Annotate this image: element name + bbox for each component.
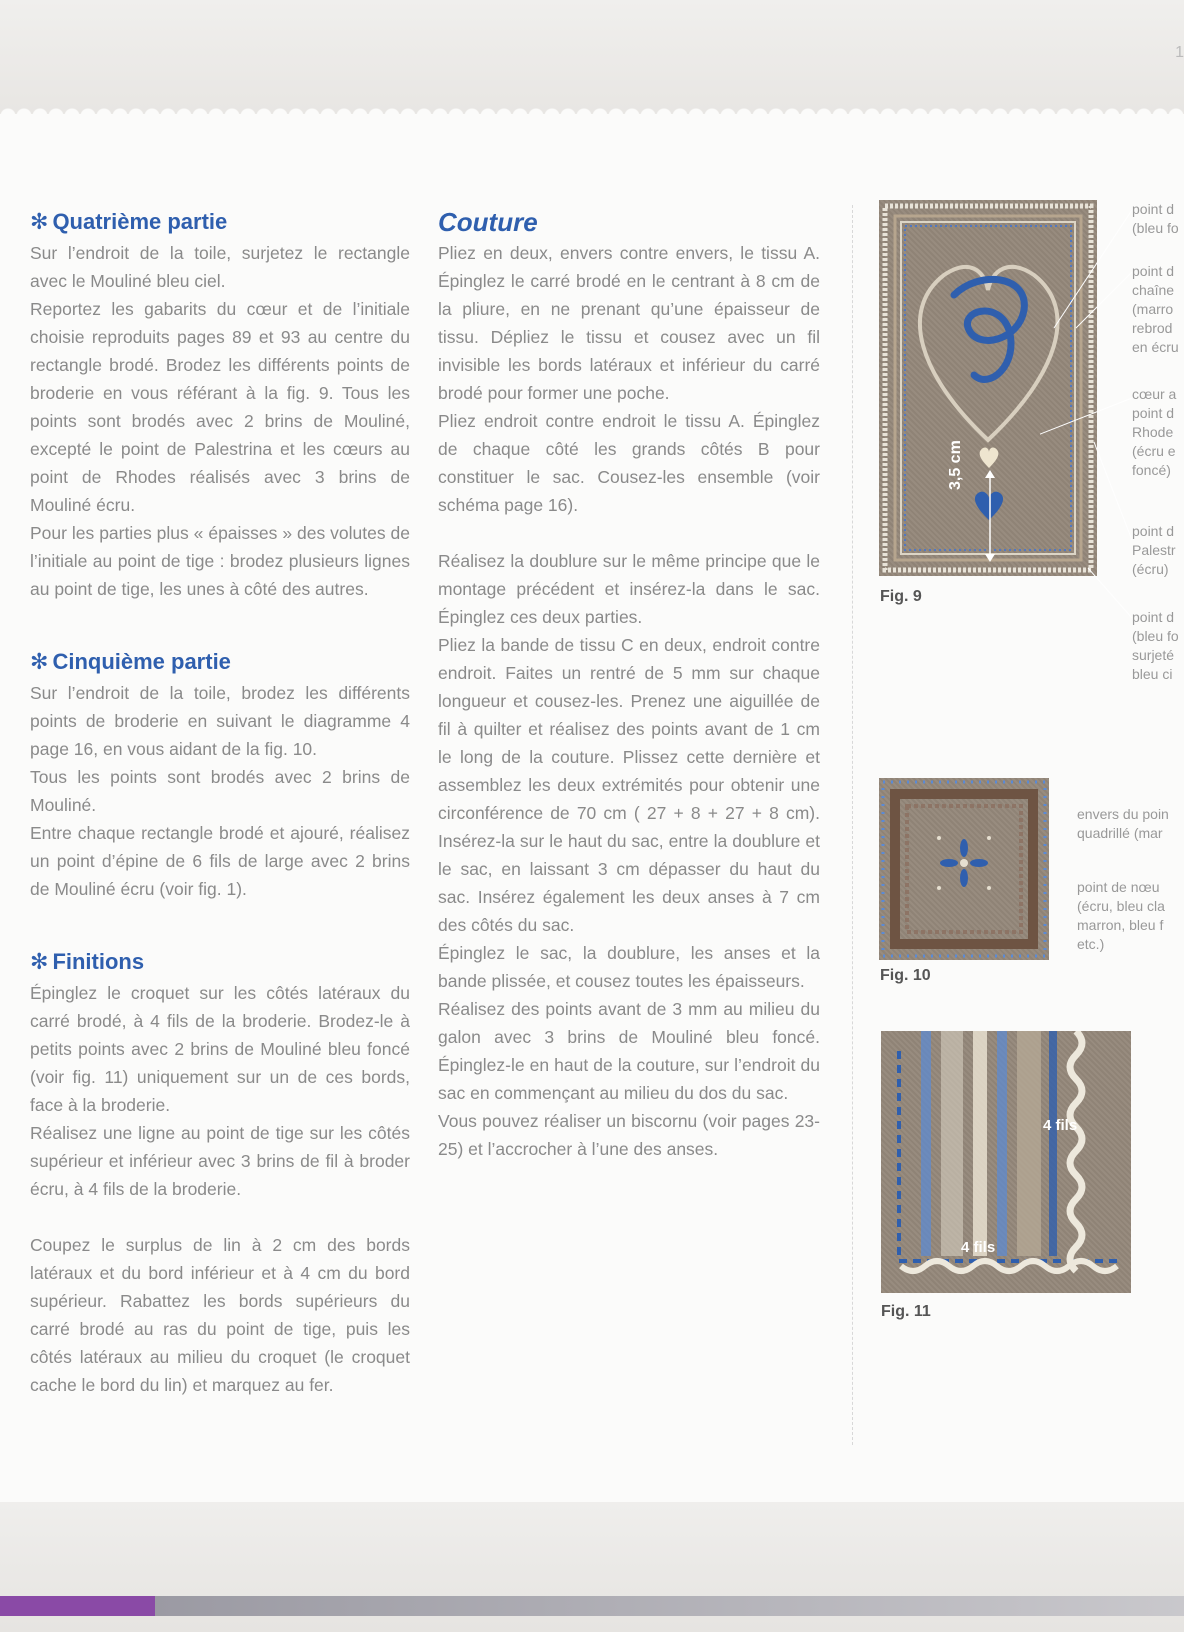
figure-9-caption: Fig. 9 — [880, 588, 922, 605]
fig10-annotation-2: point de nœu (écru, bleu cla marron, bleu f etc.) — [1077, 879, 1165, 952]
paragraph: Réalisez des points avant de 3 mm au milieu du galon avec 3 brins de Mouliné bleu foncé. Épinglez-le en haut de la couture, sur l’endroit du sac en commençant au milieu du dos du sac. — [438, 999, 820, 1103]
section-title-finitions: ✻ Finitions — [30, 949, 145, 974]
figure-10-art — [879, 778, 1049, 960]
asterisk-icon: ✻ — [30, 209, 49, 234]
purple-strip — [0, 1596, 155, 1616]
middle-column — [438, 205, 820, 1163]
fig9-annotation-5: point d (bleu fo surjeté bleu ci — [1132, 609, 1179, 682]
paragraph: Sur l’endroit de la toile, brodez les différents points de broderie en suivant le diagramme 4 page 16, en vous aidant de la fig. 10. — [30, 683, 410, 759]
fig9-annotation-2: point d chaîne (marro rebrod en écru — [1132, 263, 1179, 355]
measure-label: 3,5 cm — [947, 440, 964, 490]
paragraph: Pour les parties plus « épaisses » des volutes de l’initiale au point de tige : brodez plusieurs lignes au point de tige, les unes à côté des autres. — [30, 523, 410, 599]
paragraph: Vous pouvez réaliser un biscornu (voir pages 23-25) et l’accrocher à l’une des anses. — [438, 1111, 820, 1159]
paragraph: Réalisez la doublure sur le même principe que le montage précédent et insérez-la dans le sac. Épinglez ces deux parties. — [438, 551, 820, 627]
fig9-annotation-4: point d Palestr (écru) — [1132, 523, 1176, 577]
figure-11-embroidery — [881, 1031, 1131, 1293]
paragraph: Réalisez une ligne au point de tige sur les côtés supérieur et inférieur avec 3 brins de fil à broder écru, à 4 fils de la broderie. — [30, 1123, 410, 1199]
top-band — [0, 0, 1184, 114]
asterisk-icon: ✻ — [30, 649, 49, 674]
figure-10-embroidery — [879, 778, 1049, 960]
paragraph: Épinglez le sac, la doublure, les anses et la bande plissée, et cousez toutes les épaisseurs. — [438, 943, 820, 991]
paragraph: Pliez endroit contre endroit le tissu A. Épinglez de chaque côté les grands côtés B pour constituer le sac. Cousez-les ensemble (voir schéma page 16). — [438, 411, 820, 515]
paragraph: Sur l’endroit de la toile, surjetez le rectangle avec le Mouliné bleu ciel. — [30, 243, 410, 291]
paragraph: Entre chaque rectangle brodé et ajouré, réalisez un point d’épine de 6 fils de large avec 2 brins de Mouliné écru (voir fig. 1). — [30, 823, 410, 899]
fig11-label-a: 4 fils — [1043, 1117, 1078, 1134]
section-title-couture: Couture — [438, 207, 538, 237]
section-title-quatrieme: ✻ Quatrième partie — [30, 209, 228, 234]
figure-11-art — [881, 1031, 1131, 1293]
fig9-annotation-3: cœur a point d Rhode (écru e foncé) — [1132, 386, 1177, 478]
figure-11-caption: Fig. 11 — [881, 1303, 931, 1320]
gray-strip — [155, 1596, 1184, 1616]
paragraph: Tous les points sont brodés avec 2 brins de Mouliné. — [30, 767, 410, 815]
column-divider — [852, 205, 853, 1445]
page-number: 1 — [1175, 44, 1184, 61]
fig9-leader-lines — [1040, 200, 1140, 700]
paragraph: Pliez la bande de tissu C en deux, endroit contre endroit. Faites un rentré de 5 mm sur chaque longueur et cousez-les. Prenez une aiguillée de fil à quilter et réalisez des points avant de 1 cm le long de la couture. Plissez cette dernière et assemblez les deux extrémités pour obtenir une circonférence de 70 cm ( 27 + 8 + 27 + 8 cm). Insérez-la sur le haut du sac, entre la doublure et le sac, en laissant 3 cm dépasser du haut du sac. Insérez également les deux anses à 7 cm des côtés du sac. — [438, 635, 820, 935]
fig11-label-b: 4 fils — [961, 1239, 996, 1256]
asterisk-icon: ✻ — [30, 949, 49, 974]
fig10-annotation-1: envers du poin quadrillé (mar — [1077, 806, 1169, 841]
left-column — [30, 205, 410, 1399]
paragraph: Épinglez le croquet sur les côtés latéraux du carré brodé, à 4 fils de la broderie. Brodez-le à petits points avec 2 brins de Mouliné bleu foncé (voir fig. 11) uniquement sur un de ces bords, face à la broderie. — [30, 983, 410, 1115]
paragraph: Coupez le surplus de lin à 2 cm des bords latéraux et du bord inférieur et à 4 cm du bord supérieur. Rabattez les bords supérieurs du carré brodé au ras du point de tige, puis les côtés latéraux au milieu du croquet (le croquet cache le bord du lin) et marquez au fer. — [30, 1235, 410, 1395]
section-title-cinquieme: ✻ Cinquième partie — [30, 649, 231, 674]
figure-10-caption: Fig. 10 — [880, 967, 931, 984]
lace-border — [0, 100, 1184, 116]
paragraph: Pliez en deux, envers contre envers, le tissu A. Épinglez le carré brodé en le centrant à 8 cm de la pliure, en ne prenant qu’une épaisseur de tissu. Dépliez le tissu et cousez avec un fil invisible les bords latéraux et inférieur du carré brodé pour former une poche. — [438, 243, 820, 403]
paragraph: Reportez les gabarits du cœur et de l’initiale choisie reproduits pages 89 et 93 au centre du rectangle brodé. Brodez les différents points de broderie en vous référant à la fig. 9. Tous les points sont brodés avec 2 brins de Mouliné, excepté le point de Palestrina et les cœurs au point de Rhodes réalisés avec 3 brins de Mouliné écru. — [30, 299, 410, 515]
fig9-annotation-1: point d (bleu fo — [1132, 201, 1179, 236]
